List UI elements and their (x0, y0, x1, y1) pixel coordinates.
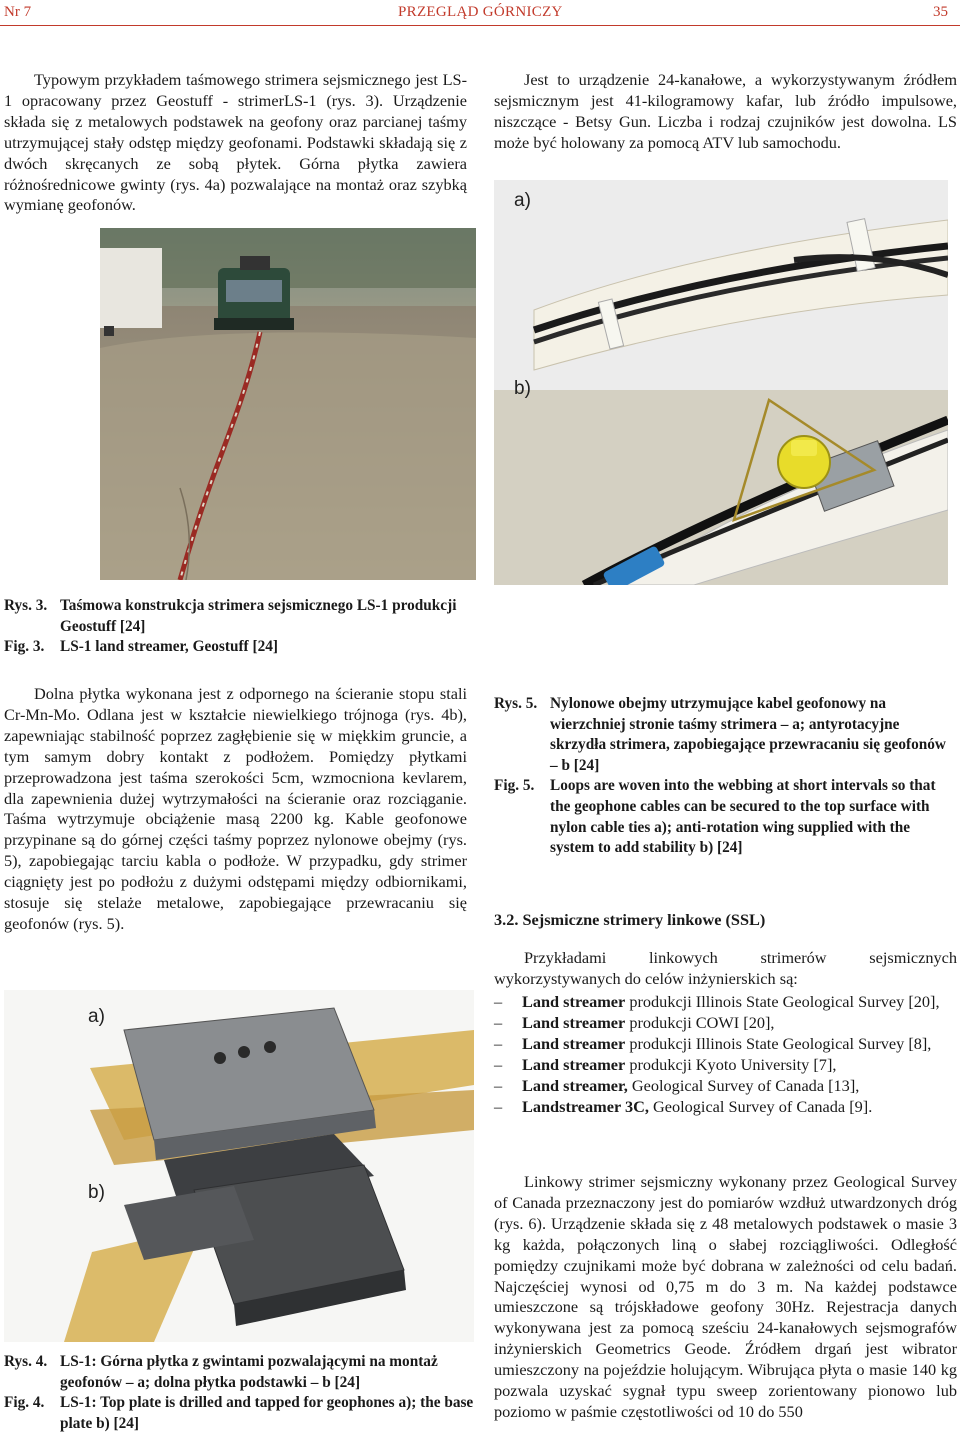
figure-4b-label: b) (88, 1182, 105, 1203)
figure-5b-label: b) (514, 378, 531, 399)
list-item: – Land streamer produkcji Illinois State Geological Survey [20], (494, 992, 957, 1013)
issue-number: Nr 7 (4, 4, 32, 20)
col2-body-paragraph: Linkowy strimer sejsmiczny wykonany przez Geological Survey of Canada przeznaczony jest do pomiarów wzdłuż utwardzonych dróg (rys. 6). Urządzenie składa się z 48 metalowych podstawek o masie 3 kg każda, połączonych liną o słabej rozciągliwości. Odległość pomiędzy czujnikami może być dobrana w zależności od celu badań. Najczęściej wynosi od 0,75 m do 3 m. Na każdej podstawce umieszczone są trójskładowe geofony 30Hz. Rejestracja danych wykonywana jest za pomocą sześciu 24-kanałowych sejsmografów inżynierskich Geometrics Geode. Źródłem drgań jest wibrator umieszczony na pojeździe holującym. Wibrująca płyta o masie 140 kg pozwala uzyskać sygnał typu sweep zorientowany pionowo lub poziomo w paśmie częstotliwości od 10 do 550 (494, 1172, 957, 1421)
page-number: 35 (933, 4, 948, 20)
section-heading: 3.2. Sejsmiczne strimery linkowe (SSL) (494, 910, 766, 929)
figure-4a-label: a) (88, 1006, 105, 1027)
figure-5-photo (494, 180, 948, 585)
figure-4-caption: Rys. 4. LS-1: Górna płytka z gwintami pozwalającymi na montaż geofonów – a; dolna płytka podstawki – b [24] Fig. 4. LS-1: Top plate is drilled and tapped for geophones a); the base plate b) [24] (4, 1353, 474, 1432)
list-item: – Land streamer, Geological Survey of Canada [13], (494, 1076, 957, 1097)
ssl-list (494, 992, 957, 1117)
col1-body-paragraph: Dolna płytka wykonana jest z odpornego na ścieranie stopu stali Cr-Mn-Mo. Odlana jest w kształcie niewielkiego trójnoga (rys. 4b), zapewniając stabilność poprzez zagłębienie się w miękkim gruncie, a tym samym dobry kontakt z podłożem. Pomiędzy płytkami przeprowadzona jest taśma szerokości 5cm, wzmocniona kevlarem, dla zapewnienia dużej wytrzymałości na ścieranie oraz rozciąganie. Taśma wytrzymuje obciążenie masą 2200 kg. Kable geofonowe przypinane są do górnej części taśmy poprzez nylonowe obejmy (rys. 5), zapobiegając tarciu kabla o podłoże. W przypadku, gdy strimer ciągnięty jest po podłożu z dużymi odstępami między odbiornikami, stosuje się stelaże metalowe, zapobiegające przewracaniu się geofonów (rys. 5). (4, 684, 467, 933)
list-item: – Land streamer produkcji Kyoto University [7], (494, 1055, 957, 1076)
list-item: – Land streamer produkcji Illinois State Geological Survey [8], (494, 1034, 957, 1055)
figure-3-caption: Rys. 3. Taśmowa konstrukcja strimera sejsmicznego LS-1 produkcji Geostuff [24] Fig. 3. LS-1 land streamer, Geostuff [24] (4, 597, 457, 656)
figure-3-photo (100, 228, 476, 580)
list-item: – Land streamer produkcji COWI [20], (494, 1013, 957, 1034)
list-item: – Landstreamer 3C, Geological Survey of Canada [9]. (494, 1097, 957, 1118)
ssl-intro-paragraph: Przykładami linkowych strimerów sejsmicznych wykorzystywanych do celów inżynierskich są: (494, 948, 957, 988)
journal-title: PRZEGLĄD GÓRNICZY (398, 4, 563, 20)
figure-5-caption: Rys. 5. Nylonowe obejmy utrzymujące kabel geofonowy na wierzchniej stronie taśmy strimera – a; antyrotacyjne skrzydła strimera, zapobiegające przewracaniu się geofonów – b [24] Fig. 5. Loops are woven into the webbing at short intervals so that the geophone cables can be secured to the top surface with nylon cable ties a); anti-rotation wing supplied with the system to add stability b) [24] (494, 695, 946, 857)
page-header (0, 0, 960, 24)
col1-intro-paragraph: Typowym przykładem taśmowego strimera sejsmicznego jest LS-1 opracowany przez Geostuff - strimerLS-1 (rys. 3). Urządzenie składa się z metalowych podstawek na geofony oraz parcianej taśmy utrzymującej stały odstęp między geofonami. Podstawki składają się z dwóch skręcanych ze sobą płytek. Górna płytka zawiera różnośrednicowe gwinty (rys. 4a) pozwalające na montaż oraz szybką wymianę geofonów. (4, 70, 467, 215)
header-rule (0, 25, 960, 26)
col2-intro-paragraph: Jest to urządzenie 24-kanałowe, a wykorzystywanym źródłem sejsmicznym jest 41-kilogramowy kafar, lub źródło impulsowe, niszczące - Betsy Gun. Liczba i rodzaj czujników jest dowolna. LS może być holowany za pomocą ATV lub samochodu. (494, 70, 957, 152)
figure-4-photo (4, 990, 474, 1342)
figure-5a-label: a) (514, 190, 531, 211)
